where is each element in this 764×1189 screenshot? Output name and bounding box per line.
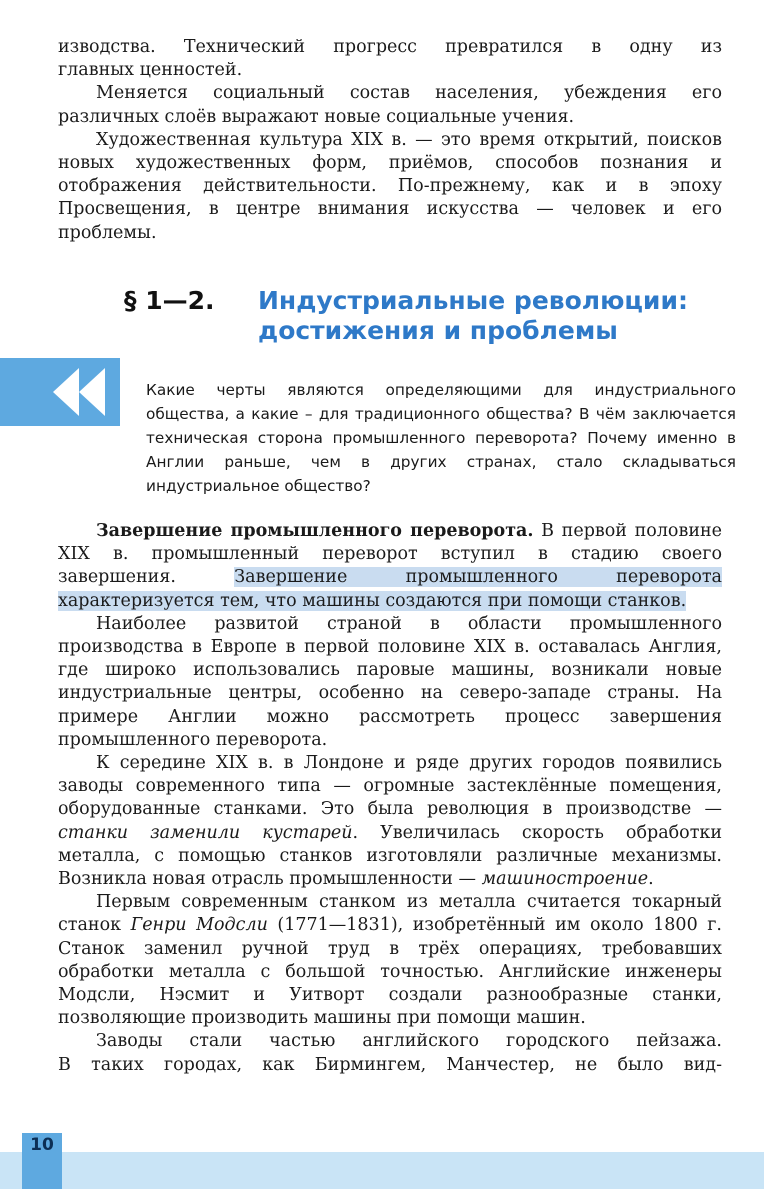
review-marker xyxy=(0,358,120,426)
paragraph-3-text-c: . xyxy=(648,869,654,890)
intro-paragraph-3: Художественная культура XIX в. — это время открытий, поисков новых художественных форм, приёмов, способов познания и отображения действительности. По-прежнему, как и в эпоху Просвещения, в центре внимания искусства — человек и его проблемы. xyxy=(58,129,722,243)
italic-term-1: станки заменили кустарей xyxy=(58,822,353,843)
paragraph-5-line-2: В таких городах, как Бирмингем, Манчестер, не было вид- xyxy=(58,1054,722,1075)
paragraph-4 xyxy=(58,891,722,1030)
section-number: § 1—2. xyxy=(124,286,215,315)
paragraph-3-text-a: К середине XIX в. в Лондоне и ряде других городов появились заводы современного типа — огромные застеклённые помещения, оборудованные станками. Это была революция в производстве — xyxy=(58,753,722,820)
paragraph-1 xyxy=(58,520,722,613)
review-questions: Какие черты являются определяющими для индустриального общества, а какие – для традиционного общества? В чём заключается техническая сторона промышленного переворота? Почему именно в Англии раньше, чем в других странах, стало складываться индустриальное общество? xyxy=(146,381,736,495)
section-title-line-1: Индустриальные революции: xyxy=(258,286,688,315)
paragraph-2: Наиболее развитой страной в области промышленного производства в Европе в первой половине XIX в. оставалась Англия, где широко использовались паровые машины, возникали новые индустриальные центры, особенно на северо-западе страны. На примере Англии можно рассмотреть процесс завершения промышленного переворота. xyxy=(58,613,722,750)
double-chevron-left-icon xyxy=(53,368,109,416)
footer-bar xyxy=(0,1152,764,1189)
section-title-line-2: достижения и проблемы xyxy=(258,316,618,345)
paragraph-4-text-a: Первым современным станком из металла считается токарный станок xyxy=(58,892,722,936)
highlighted-definition: Завершение промышленного переворота характеризуется тем, что машины создаются при помощи станков. xyxy=(58,567,722,611)
main-text xyxy=(58,520,722,1077)
paragraph-3 xyxy=(58,752,722,891)
paragraph-1-text: В первой половине XIX в. промышленный переворот вступил в стадию своего завершения. xyxy=(58,521,723,588)
italic-name: Генри Модсли xyxy=(130,915,268,936)
intro-text xyxy=(58,36,722,245)
paragraph-3-text-b: . Увеличилась скорость обработки металла, с помощью станков изготовляли различные механизмы. Возникла новая отрасль промышленности — xyxy=(58,822,722,890)
intro-line-1: изводства. Технический прогресс превратился в одну из xyxy=(58,37,722,57)
page-number: 10 xyxy=(30,1135,54,1155)
intro-line-2: главных ценностей. xyxy=(58,60,243,81)
paragraph-4-text-b: (1771—1831), изобретённый им около 1800 г. Станок заменил ручной труд в трёх операциях, требовавших обработки металла с большой точностью. Английские инженеры Модсли, Нэсмит и Уитворт создали разнообразные станки, позволяющие производить машины при помощи машин. xyxy=(58,915,722,1029)
subheading: Завершение промышленного переворота. xyxy=(96,521,534,541)
italic-term-2: машиностроение xyxy=(481,869,649,890)
intro-paragraph-2: Меняется социальный состав населения, убеждения его различных слоёв выражают новые социальные учения. xyxy=(58,83,722,127)
page-number-box xyxy=(22,1133,62,1189)
paragraph-5-line-1: Заводы стали частью английского городского пейзажа. xyxy=(96,1031,722,1052)
